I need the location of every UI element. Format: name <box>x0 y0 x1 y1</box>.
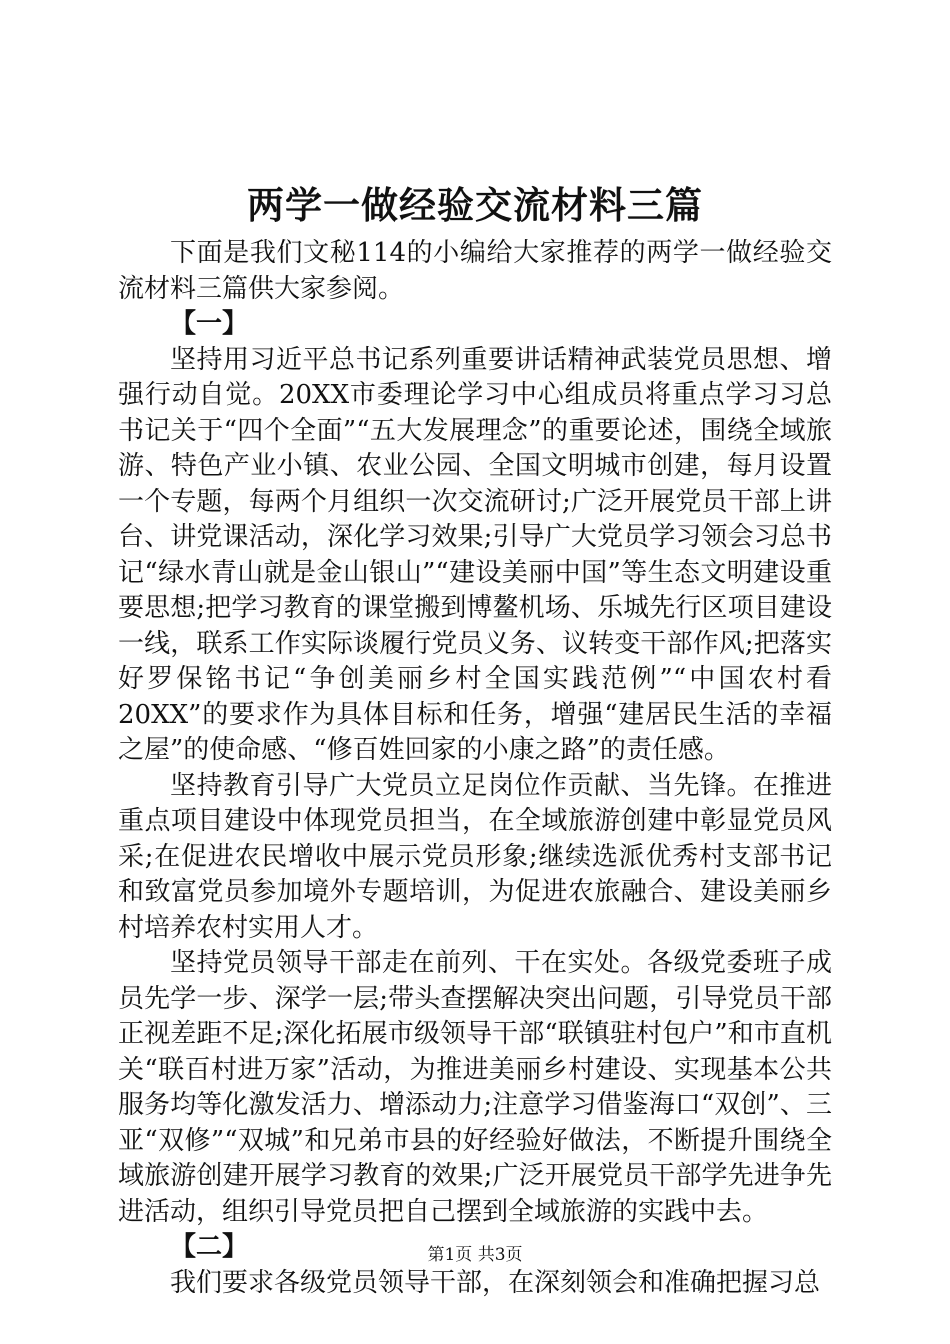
section-heading-1: 【一】 <box>170 309 249 339</box>
document-body <box>118 236 832 1301</box>
section-heading-2: 【二】 <box>170 1232 249 1262</box>
page-footer: 第1页 共3页 <box>427 1245 523 1265</box>
section2-paragraph: 我们要求各级党员领导干部，在深刻领会和准确把握习总 <box>170 1267 821 1298</box>
intro-paragraph: 下面是我们文秘114的小编给大家推荐的两学一做经验交流材料三篇供大家参阅。 <box>118 238 832 304</box>
section1-paragraph: 坚持用习近平总书记系列重要讲话精神武装党员思想、增强行动自觉。20XX市委理论学习中心组成员将重点学习习总书记关于“四个全面”“五大发展理念”的重要论述，围绕全域旅游、特色产业小镇、农业公园、全国文明城市创建，每月设置一个专题，每两个月组织一次交流研讨;广泛开展党员干部上讲台、讲党课活动，深化学习效果;引导广大党员学习领会习总书记“绿水青山就是金山银山”“建设美丽中国”等生态文明建设重要思想;把学习教育的课堂搬到博鳌机场、乐城先行区项目建设一线，联系工作实际谈履行党员义务、议转变干部作风;把落实好罗保铭书记“争创美丽乡村全国实践范例”“中国农村看20XX”的要求作为具体目标和任务，增强“建居民生活的幸福之屋”的使命感、“修百姓回家的小康之路”的责任感。 <box>118 344 832 765</box>
section1-paragraph: 坚持党员领导干部走在前列、干在实处。各级党委班子成员先学一步、深学一层;带头查摆解决突出问题，引导党员干部正视差距不足;深化拓展市级领导干部“联镇驻村包户”和市直机关“联百村进万家”活动，为推进美丽乡村建设、实现基本公共服务均等化激发活力、增添动力;注意学习借鉴海口“双创”、三亚“双修”“双城”和兄弟市县的好经验好做法，不断提升围绕全域旅游创建开展学习教育的效果;广泛开展党员干部学先进争先进活动，组织引导党员把自己摆到全域旅游的实践中去。 <box>118 948 832 1227</box>
section1-paragraph: 坚持教育引导广大党员立足岗位作贡献、当先锋。在推进重点项目建设中体现党员担当，在全域旅游创建中彰显党员风采;在促进农民增收中展示党员形象;继续选派优秀村支部书记和致富党员参加境外专题培训，为促进农旅融合、建设美丽乡村培养农村实用人才。 <box>118 770 832 943</box>
document-title: 两学一做经验交流材料三篇 <box>247 183 703 227</box>
